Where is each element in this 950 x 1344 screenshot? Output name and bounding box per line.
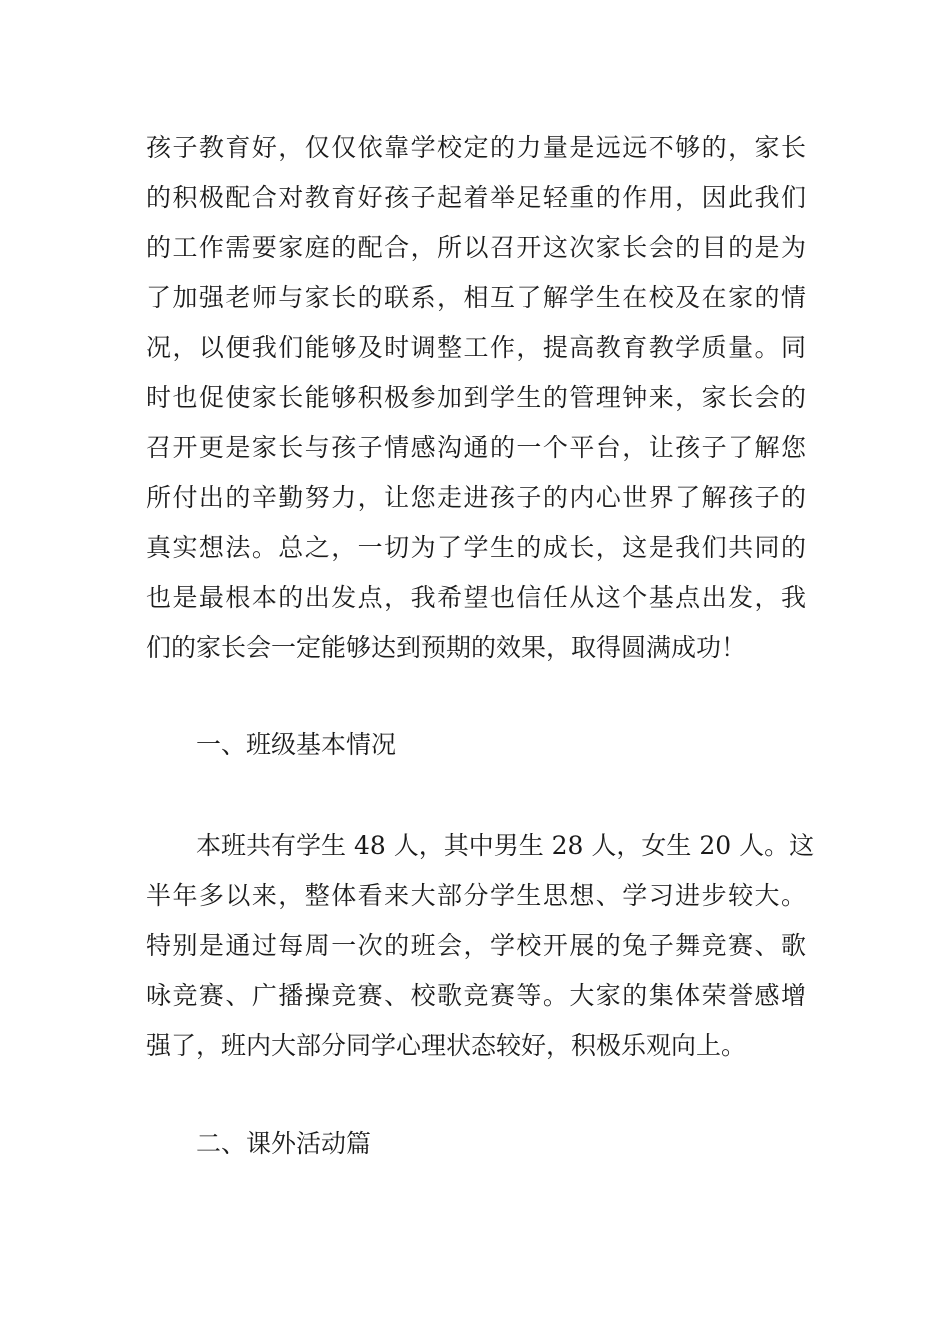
paragraph-1-line-3: 的工作需要家庭的配合，所以召开这次家长会的目的是为 <box>146 233 806 262</box>
paragraph-1-line-1: 孩子教育好，仅仅依靠学校定的力量是远远不够的，家长 <box>146 133 806 162</box>
paragraph-1-line-9: 真实想法。总之，一切为了学生的成长，这是我们共同的 <box>146 533 806 562</box>
paragraph-1-line-11: 们的家长会一定能够达到预期的效果，取得圆满成功！ <box>146 633 747 662</box>
paragraph-1-line-8: 所付出的辛勤努力，让您走进孩子的内心世界了解孩子的 <box>146 483 806 512</box>
paragraph-2-line-3: 特别是通过每周一次的班会，学校开展的兔子舞竞赛、歌 <box>146 931 806 960</box>
paragraph-1-line-5: 况，以便我们能够及时调整工作，提高教育教学质量。同 <box>146 333 806 362</box>
paragraph-1-line-2: 的积极配合对教育好孩子起着举足轻重的作用，因此我们 <box>146 183 806 212</box>
paragraph-1-line-7: 召开更是家长与孩子情感沟通的一个平台，让孩子了解您 <box>146 433 806 462</box>
paragraph-1-line-10: 也是最根本的出发点，我希望也信任从这个基点出发，我 <box>146 583 806 612</box>
section-heading-extracurricular: 二、课外活动篇 <box>196 1129 372 1158</box>
paragraph-2-line-1: 本班共有学生 48 人，其中男生 28 人，女生 20 人。这 <box>196 831 815 860</box>
paragraph-2-line-5: 强了，班内大部分同学心理状态较好，积极乐观向上。 <box>146 1031 747 1060</box>
section-heading-class-overview: 一、班级基本情况 <box>196 730 397 759</box>
paragraph-1-line-6: 时也促使家长能够积极参加到学生的管理钟来，家长会的 <box>146 383 806 412</box>
paragraph-2-line-2: 半年多以来，整体看来大部分学生思想、学习进步较大。 <box>146 881 806 910</box>
paragraph-2-line-4: 咏竞赛、广播操竞赛、校歌竞赛等。大家的集体荣誉感增 <box>146 981 806 1010</box>
paragraph-1-line-4: 了加强老师与家长的联系，相互了解学生在校及在家的情 <box>146 283 806 312</box>
